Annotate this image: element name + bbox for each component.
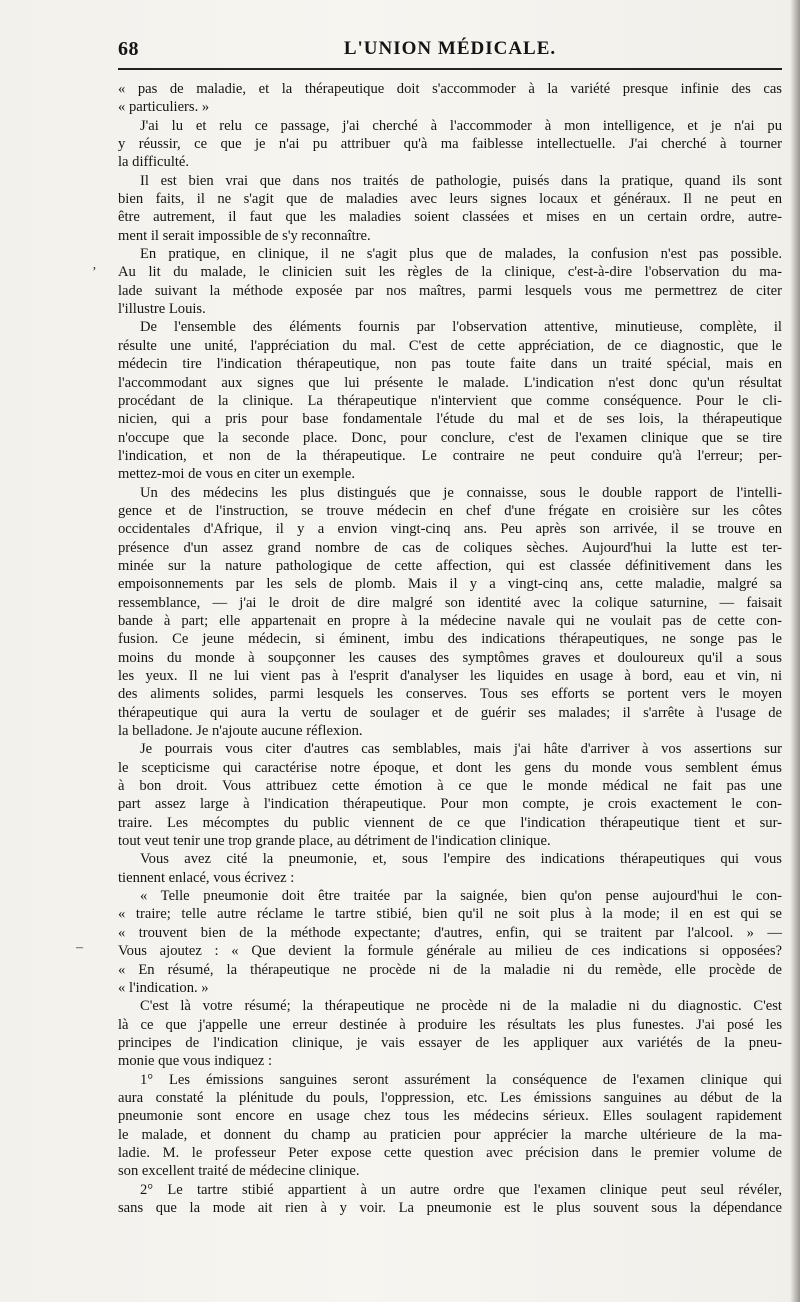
page-edge-shadow bbox=[790, 0, 800, 1302]
text-line: l'illustre Louis. bbox=[118, 301, 206, 318]
text-line: Vous avez cité la pneumonie, et, sous l'empire des indications thérapeutiques qui vous bbox=[140, 851, 782, 868]
paragraph bbox=[118, 318, 782, 483]
text-line: son excellent traité de médecine clinique. bbox=[118, 1163, 360, 1180]
text-line: gence et de l'instruction, se trouve médecin en chef d'une frégate en croisière sur les côtes bbox=[118, 502, 782, 519]
text-line: J'ai lu et relu ce passage, j'ai cherché à l'accommoder à mon intelligence, et je n'ai pu bbox=[140, 117, 782, 134]
text-line: l'accommodant aux signes que lui présente le malade. L'indication n'est donc qu'un résultat bbox=[118, 374, 782, 391]
margin-mark-dash: – bbox=[76, 940, 83, 955]
text-line: C'est là votre résumé; la thérapeutique ne procède ni de la maladie ni du diagnostic. C'est bbox=[140, 998, 782, 1015]
paragraph bbox=[118, 1181, 782, 1218]
text-line: médecin tire l'indication thérapeutique, non pas toute faite dans un traité spécial, mais en bbox=[118, 356, 782, 373]
text-line: être autrement, il faut que les maladies soient classées et mises en un certain ordre, autre- bbox=[118, 209, 782, 226]
text-line: « trouvent bien de la méthode expectante; d'autres, enfin, qui se traitent par l'alcool. » — bbox=[118, 924, 782, 941]
page-number: 68 bbox=[118, 38, 139, 60]
text-line: ladie. M. le professeur Peter expose cette question avec précision dans le premier volume de bbox=[118, 1144, 782, 1161]
page-header bbox=[118, 34, 782, 74]
text-line: ressemblance, — j'ai le droit de dire malgré son identité avec la colique saturnine, — faisait bbox=[118, 594, 782, 611]
paragraph bbox=[118, 850, 782, 887]
text-line: « traire; telle autre réclame le tartre stibié, bien qu'il ne soit plus à la mode; il en est qui se bbox=[118, 906, 782, 923]
text-line: minée sur la nature pathologique de cette affection, qui est classée définitivement dans les bbox=[118, 557, 782, 574]
text-line: procédant de la clinique. La thérapeutique n'intervient que comme conséquence. Pour le cli- bbox=[118, 392, 782, 409]
text-line: la difficulté. bbox=[118, 154, 190, 171]
text-line: bande à part; elle appartenait en propre à la médecine navale qui ne voulait pas de cette con- bbox=[118, 612, 782, 629]
text-line: n'occupe que la seconde place. Donc, pour conclure, c'est de l'examen clinique que se tire bbox=[118, 429, 782, 446]
text-line: En pratique, en clinique, il ne s'agit plus que de malades, la confusion n'est pas possible. bbox=[140, 246, 782, 263]
paragraph bbox=[118, 172, 782, 245]
text-line: « particuliers. » bbox=[118, 99, 210, 116]
text-line: fusion. Ce jeune médecin, si éminent, imbu des indications thérapeutiques, ne songe pas le bbox=[118, 631, 782, 648]
text-line: là ce que j'appelle une erreur destinée à produire les résultats les plus funestes. J'ai posé les bbox=[118, 1016, 782, 1033]
text-line: les yeux. Il ne lui vient pas à l'esprit d'analyser les liquides en usage à bord, eau et vin, ni bbox=[118, 668, 782, 684]
article-body bbox=[118, 80, 782, 1217]
text-line: présence d'un assez grand nombre de cas de coliques sèches. Aujourd'hui la lutte est ter- bbox=[118, 539, 782, 556]
text-line: mettez-moi de vous en citer un exemple. bbox=[118, 466, 356, 483]
text-line: « En résumé, la thérapeutique ne procède ni de la maladie ni du remède, elle procède de bbox=[118, 961, 782, 978]
text-line: l'indication, et non de la thérapeutique. Le contraire ne peut conduire qu'à l'erreur; per- bbox=[118, 447, 782, 464]
text-line: résulte une unité, l'appréciation du mal. C'est de cette appréciation, de ce diagnostic, que le bbox=[118, 337, 782, 354]
text-line: principes de l'indication clinique, je vais essayer de les appliquer aux variétés de la pneu- bbox=[118, 1034, 782, 1051]
text-line: moins du monde à soupçonner les causes des symptômes graves et douloureux qu'il a sous bbox=[118, 649, 782, 666]
text-line: traire. Les mécomptes du public viennent de ce que l'indication thérapeutique tient et sur- bbox=[118, 814, 782, 831]
text-line: De l'ensemble des éléments fournis par l'observation attentive, minutieuse, complète, il bbox=[140, 319, 782, 336]
text-line: Il est bien vrai que dans nos traités de pathologie, puisés dans la pratique, quand ils sont bbox=[140, 172, 782, 189]
text-line: y réussir, ce que je n'ai pu attribuer qu'à ma faiblesse intellectuelle. J'ai cherché à tourner bbox=[118, 136, 782, 153]
paragraph bbox=[118, 887, 782, 997]
paragraph bbox=[118, 117, 782, 172]
text-line: Au lit du malade, le clinicien suit les règles de la clinique, c'est-à-dire l'observation du ma- bbox=[118, 264, 782, 281]
text-line: « pas de maladie, et la thérapeutique doit s'accommoder à la variété presque infinie des cas bbox=[118, 81, 782, 97]
text-line: monie que vous indiquez : bbox=[118, 1053, 273, 1070]
paragraph bbox=[118, 80, 782, 117]
text-line: aura constaté la plénitude du pouls, l'oppression, etc. Les émissions sanguines au début de la bbox=[118, 1089, 782, 1106]
text-line: pneumonie sont encore en usage chez tous les médecins sérieux. Elles soulagent rapidement bbox=[118, 1108, 782, 1125]
text-line: thérapeutique qui aura la vertu de soulager et de guérir ses malades; il s'arrête à l'usage de bbox=[118, 704, 782, 721]
text-line: des aliments solides, parmi lesquels les conserves. Tous ses efforts se portent vers le moyen bbox=[118, 686, 782, 703]
text-line: tout veut tenir une trop grande place, au détriment de l'indication clinique. bbox=[118, 833, 551, 850]
text-line: bien faits, il ne s'agit que de maladies avec leurs signes locaux et généraux. Il ne peut en bbox=[118, 191, 782, 208]
text-line: nicien, qui a pris pour base fondamentale l'étude du mal et de ses lois, la thérapeutique bbox=[118, 411, 782, 428]
paragraph bbox=[118, 1071, 782, 1181]
header-rule bbox=[118, 68, 782, 70]
text-line: lade suivant la méthode exposée par nos maîtres, parmi lesquels vous me permettrez de citer bbox=[118, 282, 782, 299]
text-line: empoisonnements par les sels de plomb. Mais il y a vingt-cinq ans, cette maladie, malgré sa bbox=[118, 576, 782, 593]
text-line: « Telle pneumonie doit être traitée par la saignée, bien qu'on pense aujourd'hui le con- bbox=[140, 888, 782, 905]
text-line: tiennent enlacé, vous écrivez : bbox=[118, 869, 295, 886]
paragraph bbox=[118, 245, 782, 318]
text-line: occidentales d'Afrique, il y a envion vingt-cinq ans. Peu après son arrivée, il se trouve en bbox=[118, 521, 782, 538]
text-line: ment il serait impossible de s'y reconnaître. bbox=[118, 227, 371, 244]
text-line: Je pourrais vous citer d'autres cas semblables, mais j'ai hâte d'arriver à vos assertions sur bbox=[140, 741, 782, 758]
text-line: le scepticisme qui caractérise notre époque, et dont les gens du monde vous semblent émus bbox=[118, 759, 782, 776]
paragraph bbox=[118, 997, 782, 1070]
text-line: 1° Les émissions sanguines seront assurément la conséquence de l'examen clinique qui bbox=[140, 1071, 782, 1088]
text-line: à bon droit. Vous attribuez cette émotion à ce que le monde médical ne fait pas une bbox=[118, 778, 782, 795]
text-line: Un des médecins les plus distingués que je connaisse, sous le double rapport de l'intelli- bbox=[140, 484, 782, 501]
paragraph bbox=[118, 740, 782, 850]
text-line: 2° Le tartre stibié appartient à un autre ordre que l'examen clinique peut seul révéler, bbox=[140, 1181, 782, 1198]
paragraph bbox=[118, 484, 782, 741]
text-line: part assez large à l'indication thérapeutique. Pour mon compte, je crois exactement le con- bbox=[118, 796, 782, 813]
margin-mark-apostrophe: ʼ bbox=[92, 265, 97, 280]
text-line: le malade, et donnent du champ au praticien pour apprécier la marche ultérieure de la ma- bbox=[118, 1126, 782, 1143]
text-line: la belladone. Je n'ajoute aucune réflexion. bbox=[118, 723, 363, 740]
text-line: sans que la mode ait rien à y voir. La pneumonie est le plus souvent sous la dépendance bbox=[118, 1199, 782, 1216]
text-line: « l'indication. » bbox=[118, 979, 209, 996]
running-title: L'UNION MÉDICALE. bbox=[343, 38, 557, 59]
text-line: Vous ajoutez : « Que devient la formule générale au milieu de ces indications si opposées? bbox=[118, 943, 782, 960]
